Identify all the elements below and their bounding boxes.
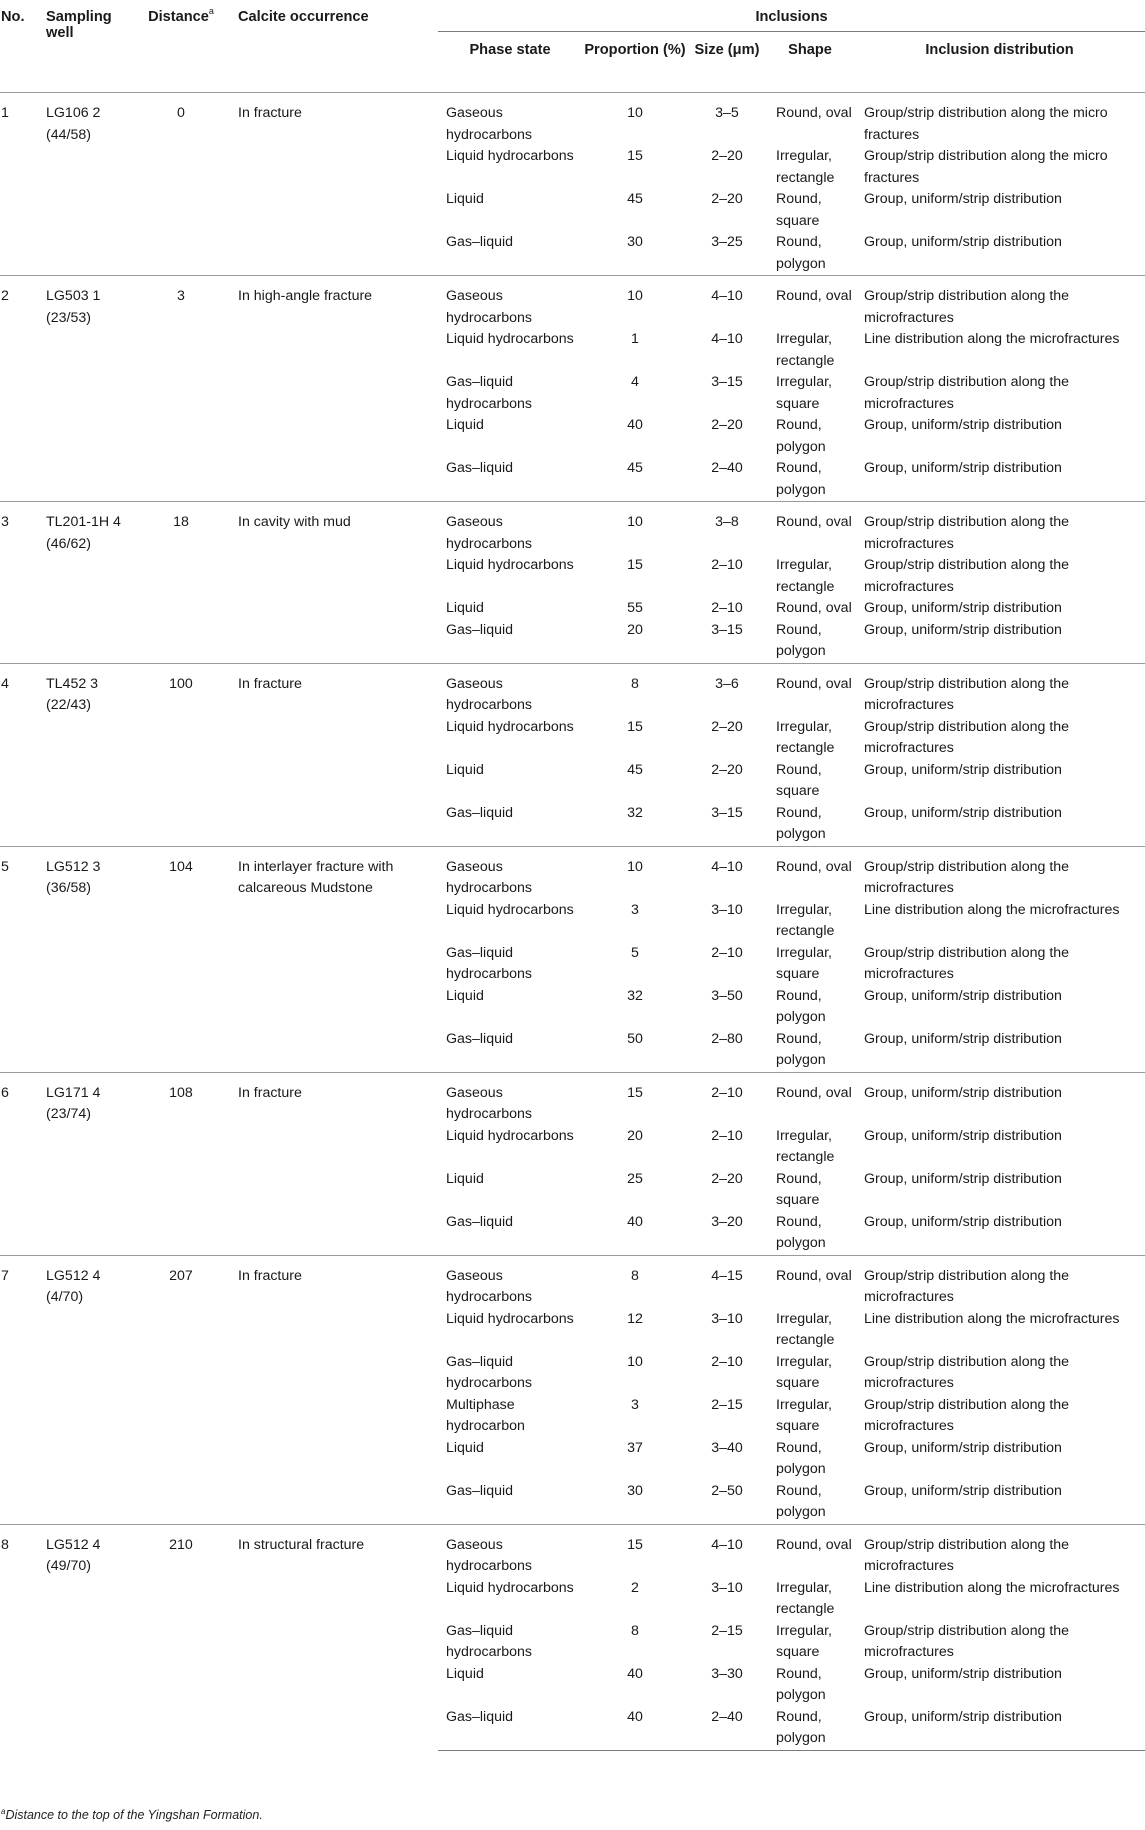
cell-phase-state: Gas–liquid hydrocarbons (446, 374, 532, 412)
cell-inclusion-distribution: Group/strip distribution along the microfractures (854, 1255, 1145, 1309)
cell-distance: 100 (139, 663, 223, 846)
cell-phase-state: Gas–liquid (446, 234, 514, 250)
cell-phase-state: Multiphase hydrocarbon (446, 1396, 525, 1434)
cell-calcite-occurrence: In interlayer fracture with calcareous Mudstone (223, 846, 438, 1072)
cell-phase-state: Gaseous hydrocarbons (438, 846, 582, 900)
cell-inclusion-distribution: Group, uniform/strip distribution (864, 234, 1062, 250)
cell-phase-state: Liquid hydrocarbons (446, 1310, 574, 1327)
cell-distance: 104 (139, 846, 223, 1072)
cell-proportion: 15 (627, 148, 643, 164)
cell-calcite-occurrence: In high-angle fracture (223, 276, 438, 502)
cell-proportion: 8 (582, 663, 688, 717)
cell-inclusion-distribution: Group/strip distribution along the microfractures (854, 846, 1145, 900)
cell-phase-state: Gaseous hydrocarbons (438, 1255, 582, 1309)
cell-size: 2–40 (688, 1707, 766, 1751)
cell-inclusion-distribution: Group/strip distribution along the microfractures (864, 1396, 1070, 1434)
cell-size: 4–10 (688, 1524, 766, 1578)
cell-inclusion-distribution: Group/strip distribution along the microfractures (864, 718, 1070, 756)
cell-inclusion-distribution: Group, uniform/strip distribution (864, 1665, 1062, 1682)
table-row (0, 663, 1145, 717)
cell-phase-state: Gaseous hydrocarbons (438, 1072, 582, 1126)
cell-phase-state: Liquid hydrocarbons (446, 331, 574, 347)
cell-phase-state: Liquid hydrocarbons (446, 557, 574, 573)
cell-calcite-occurrence: In fracture (223, 663, 438, 846)
cell-shape: Irregular, rectangle (776, 557, 835, 595)
cell-inclusion-distribution: Group, uniform/strip distribution (854, 1707, 1145, 1751)
table-row (0, 93, 1145, 147)
cell-inclusion-distribution: Group/strip distribution along the microfractures (864, 374, 1070, 412)
cell-phase-state: Liquid hydrocarbons (446, 148, 574, 164)
header-phase-state: Phase state (469, 42, 551, 58)
cell-proportion: 55 (627, 600, 643, 616)
cell-phase-state: Gas–liquid (446, 460, 514, 476)
cell-size: 3–5 (688, 93, 766, 147)
cell-proportion: 10 (582, 93, 688, 147)
header-inclusions: Inclusions (438, 0, 1145, 32)
cell-no: 1 (0, 93, 37, 276)
cell-inclusion-distribution: Group, uniform/strip distribution (864, 761, 1062, 778)
cell-shape: Round, square (776, 1170, 822, 1208)
cell-distance: 207 (139, 1255, 223, 1524)
cell-size: 3–25 (711, 234, 743, 250)
cell-size: 3–40 (711, 1439, 743, 1456)
cell-shape: Irregular, square (776, 944, 832, 982)
cell-phase-state: Liquid hydrocarbons (446, 1127, 574, 1144)
cell-proportion: 1 (631, 331, 639, 347)
cell-sampling-well: LG512 3 (36/58) (37, 846, 139, 1072)
cell-proportion: 40 (627, 1665, 643, 1682)
cell-shape: Round, square (776, 761, 822, 799)
cell-inclusion-distribution: Group, uniform/strip distribution (864, 1170, 1062, 1187)
cell-proportion: 10 (582, 846, 688, 900)
cell-size: 3–15 (711, 374, 743, 390)
cell-distance: 3 (139, 276, 223, 502)
cell-inclusion-distribution: Group, uniform/strip distribution (864, 191, 1062, 207)
cell-inclusion-distribution: Group, uniform/strip distribution (864, 417, 1062, 433)
cell-no: 2 (0, 276, 37, 502)
cell-distance: 0 (139, 93, 223, 276)
cell-inclusion-distribution: Group, uniform/strip distribution (864, 1439, 1062, 1456)
table-body (0, 93, 1145, 1751)
cell-shape: Round, oval (766, 276, 854, 330)
cell-shape: Round, polygon (776, 804, 826, 842)
cell-shape: Irregular, rectangle (776, 901, 835, 939)
cell-proportion: 45 (627, 761, 643, 778)
cell-shape: Irregular, rectangle (776, 331, 835, 369)
cell-shape: Round, oval (766, 846, 854, 900)
cell-inclusion-distribution: Group, uniform/strip distribution (864, 1482, 1062, 1499)
cell-proportion: 3 (631, 901, 639, 918)
cell-shape: Round, square (776, 191, 822, 229)
cell-shape: Round, oval (766, 663, 854, 717)
cell-phase-state: Liquid hydrocarbons (446, 901, 574, 918)
cell-no: 5 (0, 846, 37, 1072)
cell-phase-state: Liquid (446, 1439, 484, 1456)
cell-proportion: 15 (627, 557, 643, 573)
cell-shape: Round, polygon (776, 1439, 826, 1477)
cell-inclusion-distribution: Group/strip distribution along the microfractures (854, 663, 1145, 717)
cell-proportion: 2 (631, 1579, 639, 1596)
table-row (0, 1524, 1145, 1578)
cell-proportion: 25 (627, 1170, 643, 1187)
cell-phase-state: Liquid (446, 1665, 484, 1682)
cell-inclusion-distribution: Line distribution along the microfractures (864, 1310, 1120, 1327)
cell-inclusion-distribution: Group/strip distribution along the microfractures (864, 1353, 1070, 1391)
cell-phase-state: Gaseous hydrocarbons (438, 93, 582, 147)
cell-shape: Round, polygon (776, 1030, 826, 1068)
cell-size: 3–30 (711, 1665, 743, 1682)
cell-inclusion-distribution: Line distribution along the microfractures (864, 331, 1120, 347)
cell-size: 2–10 (711, 944, 743, 961)
cell-size: 3–6 (688, 663, 766, 717)
cell-size: 2–50 (711, 1482, 743, 1499)
header-no: No. (1, 9, 25, 25)
cell-proportion: 5 (631, 944, 639, 961)
cell-no: 6 (0, 1072, 37, 1255)
cell-proportion: 40 (627, 417, 643, 433)
header-sampling-well: Sampling well (46, 9, 112, 41)
footnote-text: Distance to the top of the Yingshan Formation. (5, 1808, 263, 1822)
cell-sampling-well: LG171 4 (23/74) (37, 1072, 139, 1255)
cell-shape: Round, polygon (776, 460, 826, 498)
cell-sampling-well: TL201-1H 4 (46/62) (37, 502, 139, 664)
header-distance: Distance$^a$ (148, 6, 214, 25)
table-row (0, 502, 1145, 556)
cell-inclusion-distribution: Group/strip distribution along the microfractures (854, 1524, 1145, 1578)
cell-no: 8 (0, 1524, 37, 1750)
cell-phase-state: Gas–liquid (446, 804, 514, 821)
cell-proportion: 50 (627, 1030, 643, 1047)
cell-proportion: 12 (627, 1310, 643, 1327)
cell-phase-state: Gas–liquid (446, 621, 514, 638)
cell-size: 3–50 (711, 987, 743, 1004)
cell-inclusion-distribution: Group, uniform/strip distribution (864, 621, 1062, 638)
cell-sampling-well: LG503 1 (23/53) (37, 276, 139, 502)
cell-phase-state: Liquid hydrocarbons (446, 1579, 574, 1596)
cell-phase-state: Gas–liquid hydrocarbons (446, 1353, 532, 1391)
cell-shape: Irregular, rectangle (776, 718, 835, 756)
cell-phase-state: Liquid (446, 600, 484, 616)
cell-inclusion-distribution: Group/strip distribution along the micro fractures (864, 148, 1108, 186)
cell-size: 3–10 (711, 901, 743, 918)
cell-phase-state: Gas–liquid hydrocarbons (446, 1622, 532, 1660)
cell-inclusion-distribution: Group/strip distribution along the microfractures (854, 276, 1145, 330)
cell-phase-state: Gas–liquid (446, 1213, 514, 1230)
cell-size: 3–10 (711, 1579, 743, 1596)
cell-inclusion-distribution: Group/strip distribution along the microfractures (864, 944, 1070, 982)
cell-phase-state: Liquid (446, 1170, 484, 1187)
cell-shape: Round, polygon (766, 1707, 854, 1751)
cell-inclusion-distribution: Group, uniform/strip distribution (864, 987, 1062, 1004)
cell-proportion: 40 (627, 1213, 643, 1230)
header-inclusion-distribution: Inclusion distribution (925, 42, 1074, 58)
table-row (0, 846, 1145, 900)
cell-phase-state: Liquid hydrocarbons (446, 718, 574, 735)
cell-phase-state: Gaseous hydrocarbons (438, 1524, 582, 1578)
cell-size: 2–20 (711, 761, 743, 778)
table-header (0, 0, 1145, 93)
cell-no: 3 (0, 502, 37, 664)
cell-size: 2–20 (711, 417, 743, 433)
cell-size: 2–15 (711, 1622, 743, 1639)
cell-size: 2–10 (688, 1072, 766, 1126)
cell-shape: Round, oval (766, 1255, 854, 1309)
cell-shape: Round, oval (766, 1524, 854, 1578)
cell-proportion: 20 (627, 621, 643, 638)
cell-calcite-occurrence: In cavity with mud (223, 502, 438, 664)
cell-shape: Round, polygon (776, 417, 826, 455)
cell-no: 7 (0, 1255, 37, 1524)
cell-phase-state: Gaseous hydrocarbons (438, 502, 582, 556)
cell-proportion: 32 (627, 987, 643, 1004)
cell-no: 4 (0, 663, 37, 846)
cell-phase-state: Liquid (446, 987, 484, 1004)
cell-phase-state: Gas–liquid (446, 1482, 514, 1499)
cell-inclusion-distribution: Group, uniform/strip distribution (864, 1213, 1062, 1230)
table-row (0, 276, 1145, 330)
cell-size: 3–15 (711, 804, 743, 821)
cell-sampling-well: LG512 4 (4/70) (37, 1255, 139, 1524)
cell-inclusion-distribution: Group, uniform/strip distribution (864, 600, 1062, 616)
cell-inclusion-distribution: Group/strip distribution along the microfractures (854, 502, 1145, 556)
cell-inclusion-distribution: Line distribution along the microfractures (864, 901, 1120, 918)
cell-proportion: 15 (582, 1524, 688, 1578)
cell-proportion: 37 (627, 1439, 643, 1456)
cell-size: 2–15 (711, 1396, 743, 1413)
cell-shape: Irregular, square (776, 1396, 832, 1434)
cell-sampling-well: LG512 4 (49/70) (37, 1524, 139, 1750)
cell-size: 3–20 (711, 1213, 743, 1230)
cell-proportion: 8 (582, 1255, 688, 1309)
cell-size: 2–40 (711, 460, 743, 476)
cell-proportion: 8 (631, 1622, 639, 1639)
cell-shape: Round, polygon (776, 1482, 826, 1520)
cell-phase-state: Gas–liquid hydrocarbons (446, 944, 532, 982)
cell-phase-state: Liquid (446, 191, 484, 207)
cell-shape: Irregular, rectangle (776, 148, 835, 186)
cell-size: 3–15 (711, 621, 743, 638)
cell-shape: Round, polygon (776, 1213, 826, 1251)
cell-distance: 18 (139, 502, 223, 664)
cell-size: 4–15 (688, 1255, 766, 1309)
cell-size: 3–8 (688, 502, 766, 556)
table-row (0, 1255, 1145, 1309)
cell-proportion: 45 (627, 191, 643, 207)
cell-shape: Round, polygon (776, 1665, 826, 1703)
cell-shape: Irregular, square (776, 1622, 832, 1660)
cell-shape: Round, polygon (776, 987, 826, 1025)
cell-shape: Round, oval (766, 1072, 854, 1126)
cell-shape: Irregular, square (776, 1353, 832, 1391)
cell-size: 2–80 (711, 1030, 743, 1047)
cell-size: 2–10 (711, 1127, 743, 1144)
header-size: Size (μm) (694, 42, 760, 58)
cell-phase-state: Gas–liquid (438, 1707, 582, 1751)
cell-size: 3–10 (711, 1310, 743, 1327)
table-row (0, 1072, 1145, 1126)
cell-size: 4–10 (711, 331, 743, 347)
cell-calcite-occurrence: In fracture (223, 93, 438, 276)
cell-proportion: 30 (627, 1482, 643, 1499)
cell-inclusion-distribution: Group, uniform/strip distribution (854, 1072, 1145, 1126)
cell-inclusion-distribution: Group/strip distribution along the micro fractures (854, 93, 1145, 147)
cell-size: 4–10 (688, 276, 766, 330)
cell-shape: Round, polygon (776, 234, 826, 272)
cell-size: 2–20 (711, 191, 743, 207)
cell-sampling-well: TL452 3 (22/43) (37, 663, 139, 846)
cell-phase-state: Gaseous hydrocarbons (438, 276, 582, 330)
cell-proportion: 4 (631, 374, 639, 390)
cell-shape: Irregular, rectangle (776, 1127, 835, 1165)
cell-size: 2–20 (711, 148, 743, 164)
cell-size: 2–20 (711, 718, 743, 735)
header-shape: Shape (788, 42, 832, 58)
cell-shape: Irregular, rectangle (776, 1310, 835, 1348)
cell-size: 4–10 (688, 846, 766, 900)
cell-shape: Round, oval (766, 502, 854, 556)
cell-inclusion-distribution: Group, uniform/strip distribution (864, 1030, 1062, 1047)
cell-size: 2–10 (711, 557, 743, 573)
cell-proportion: 10 (582, 276, 688, 330)
cell-size: 2–10 (711, 600, 743, 616)
cell-inclusion-distribution: Group, uniform/strip distribution (864, 1127, 1062, 1144)
table-footnote (1, 1808, 263, 1822)
cell-proportion: 30 (627, 234, 643, 250)
cell-inclusion-distribution: Group, uniform/strip distribution (864, 804, 1062, 821)
cell-sampling-well: LG106 2 (44/58) (37, 93, 139, 276)
cell-phase-state: Liquid (446, 417, 484, 433)
cell-proportion: 10 (627, 1353, 643, 1370)
cell-phase-state: Liquid (446, 761, 484, 778)
cell-proportion: 32 (627, 804, 643, 821)
cell-shape: Round, polygon (776, 621, 826, 659)
cell-proportion: 15 (582, 1072, 688, 1126)
cell-size: 2–20 (711, 1170, 743, 1187)
cell-phase-state: Gas–liquid (446, 1030, 514, 1047)
cell-proportion: 3 (631, 1396, 639, 1413)
header-proportion: Proportion (%) (584, 42, 686, 58)
cell-phase-state: Gaseous hydrocarbons (438, 663, 582, 717)
cell-shape: Irregular, square (776, 374, 832, 412)
cell-size: 2–10 (711, 1353, 743, 1370)
cell-inclusion-distribution: Line distribution along the microfractures (864, 1579, 1120, 1596)
cell-inclusion-distribution: Group, uniform/strip distribution (864, 460, 1062, 476)
cell-calcite-occurrence: In fracture (223, 1072, 438, 1255)
cell-distance: 210 (139, 1524, 223, 1750)
cell-proportion: 15 (627, 718, 643, 735)
cell-shape: Irregular, rectangle (776, 1579, 835, 1617)
cell-shape: Round, oval (766, 93, 854, 147)
cell-distance: 108 (139, 1072, 223, 1255)
cell-inclusion-distribution: Group/strip distribution along the microfractures (864, 1622, 1070, 1660)
cell-proportion: 20 (627, 1127, 643, 1144)
cell-proportion: 40 (582, 1707, 688, 1751)
cell-calcite-occurrence: In fracture (223, 1255, 438, 1524)
header-calcite-occurrence: Calcite occurrence (238, 9, 369, 25)
cell-shape: Round, oval (776, 600, 852, 616)
cell-inclusion-distribution: Group/strip distribution along the microfractures (864, 557, 1070, 595)
cell-calcite-occurrence: In structural fracture (223, 1524, 438, 1750)
cell-proportion: 10 (582, 502, 688, 556)
cell-proportion: 45 (627, 460, 643, 476)
footnote-marker: a (1, 1807, 6, 1816)
